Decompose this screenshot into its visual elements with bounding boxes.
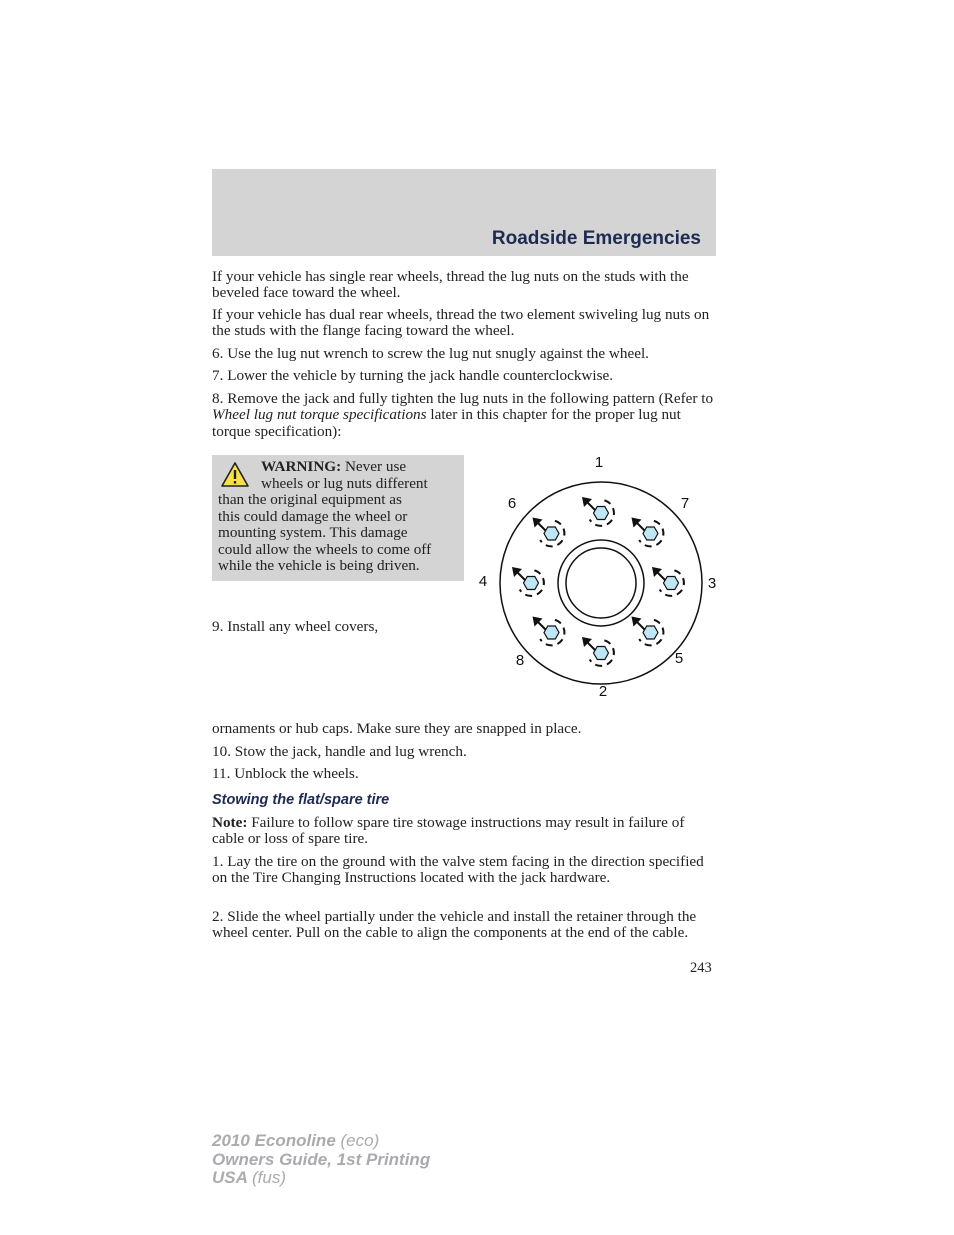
footer-model: 2010 Econoline bbox=[212, 1131, 336, 1150]
step-6: 6. Use the lug nut wrench to screw the lug nut snugly against the wheel. bbox=[212, 345, 649, 362]
lug-nut-hexagon bbox=[594, 647, 609, 660]
footer-region-line bbox=[212, 1169, 430, 1188]
footer-guide: Owners Guide, 1st Printing bbox=[212, 1149, 431, 1169]
label-5: 5 bbox=[674, 650, 684, 667]
step-8 bbox=[212, 391, 718, 440]
section-title: Roadside Emergencies bbox=[491, 228, 701, 249]
stowing-note bbox=[212, 815, 718, 848]
step-8-text-start: 8. Remove the jack and fully tighten the lug nuts in the following pattern (Refer to bbox=[212, 390, 714, 407]
footer-region-code: (fus) bbox=[252, 1168, 286, 1187]
lug-nut-tightening-pattern-diagram bbox=[470, 450, 720, 705]
label-2: 2 bbox=[598, 683, 608, 700]
lug-nut-hexagon bbox=[643, 626, 658, 639]
stowing-step-1: 1. Lay the tire on the ground with the valve stem facing in the direction specified on the Tire Changing Instructions located with the jack hardware. bbox=[212, 853, 704, 887]
page-number: 243 bbox=[690, 960, 712, 976]
footer-region: USA bbox=[212, 1168, 248, 1187]
lug-nut-hexagon bbox=[664, 577, 679, 590]
label-3: 3 bbox=[707, 575, 717, 592]
warning-line-5: mounting system. This damage bbox=[218, 524, 408, 541]
step-9-start: 9. Install any wheel covers, bbox=[212, 618, 379, 635]
warning-box bbox=[212, 455, 464, 581]
note-label: Note: bbox=[212, 814, 248, 831]
warning-text bbox=[218, 459, 462, 575]
warning-line-7: while the vehicle is being driven. bbox=[218, 557, 420, 574]
warning-line-1 bbox=[218, 459, 462, 476]
warning-line-1-text: Never use bbox=[344, 458, 407, 475]
lug-nut-hexagon bbox=[594, 507, 609, 520]
lug-nut-hexagon bbox=[544, 626, 559, 639]
step-7: 7. Lower the vehicle by turning the jack handle counterclockwise. bbox=[212, 367, 614, 384]
stowing-step-2: 2. Slide the wheel partially under the vehicle and install the retainer through the wheel center. Pull on the cable to align the components at the end of the cable. bbox=[212, 908, 697, 942]
warning-line-2: wheels or lug nuts different bbox=[261, 474, 428, 492]
lug-nut-hexagon bbox=[524, 577, 539, 590]
hub-inner-ring bbox=[566, 548, 636, 618]
step-9-end: ornaments or hub caps. Make sure they are snapped in place. bbox=[212, 720, 582, 737]
step-11: 11. Unblock the wheels. bbox=[212, 765, 359, 782]
note-text: Failure to follow spare tire stowage instructions may result in failure of cable or loss of spare tire. bbox=[212, 814, 685, 848]
paragraph-dual-rear: If your vehicle has dual rear wheels, thread the two element swiveling lug nuts on the studs with the flange facing toward the wheel. bbox=[212, 306, 710, 340]
step-8-text-end: later in this chapter for the proper lug nut torque specification): bbox=[212, 406, 681, 440]
step-10: 10. Stow the jack, handle and lug wrench. bbox=[212, 743, 467, 760]
label-6: 6 bbox=[507, 495, 517, 512]
lug-nut-hexagon bbox=[643, 527, 658, 540]
paragraph-single-rear: If your vehicle has single rear wheels, thread the lug nuts on the studs with the beveled face toward the wheel. bbox=[212, 268, 689, 302]
warning-line-3: than the original equipment as bbox=[218, 491, 402, 508]
warning-line-4: this could damage the wheel or bbox=[218, 507, 408, 525]
stowing-heading: Stowing the flat/spare tire bbox=[212, 792, 390, 808]
lug-nut-hexagon bbox=[544, 527, 559, 540]
label-1: 1 bbox=[594, 454, 604, 471]
footer-model-code: (eco) bbox=[340, 1131, 380, 1150]
warning-line-6: could allow the wheels to come off bbox=[218, 540, 432, 558]
label-7: 7 bbox=[680, 495, 690, 512]
label-4: 4 bbox=[478, 573, 488, 590]
warning-label: WARNING: bbox=[261, 458, 342, 475]
step-8-reference: Wheel lug nut torque specifications bbox=[212, 406, 427, 424]
document-footer bbox=[212, 1132, 430, 1188]
footer-model-line bbox=[212, 1132, 430, 1151]
section-header bbox=[212, 169, 716, 256]
label-8: 8 bbox=[515, 652, 525, 669]
